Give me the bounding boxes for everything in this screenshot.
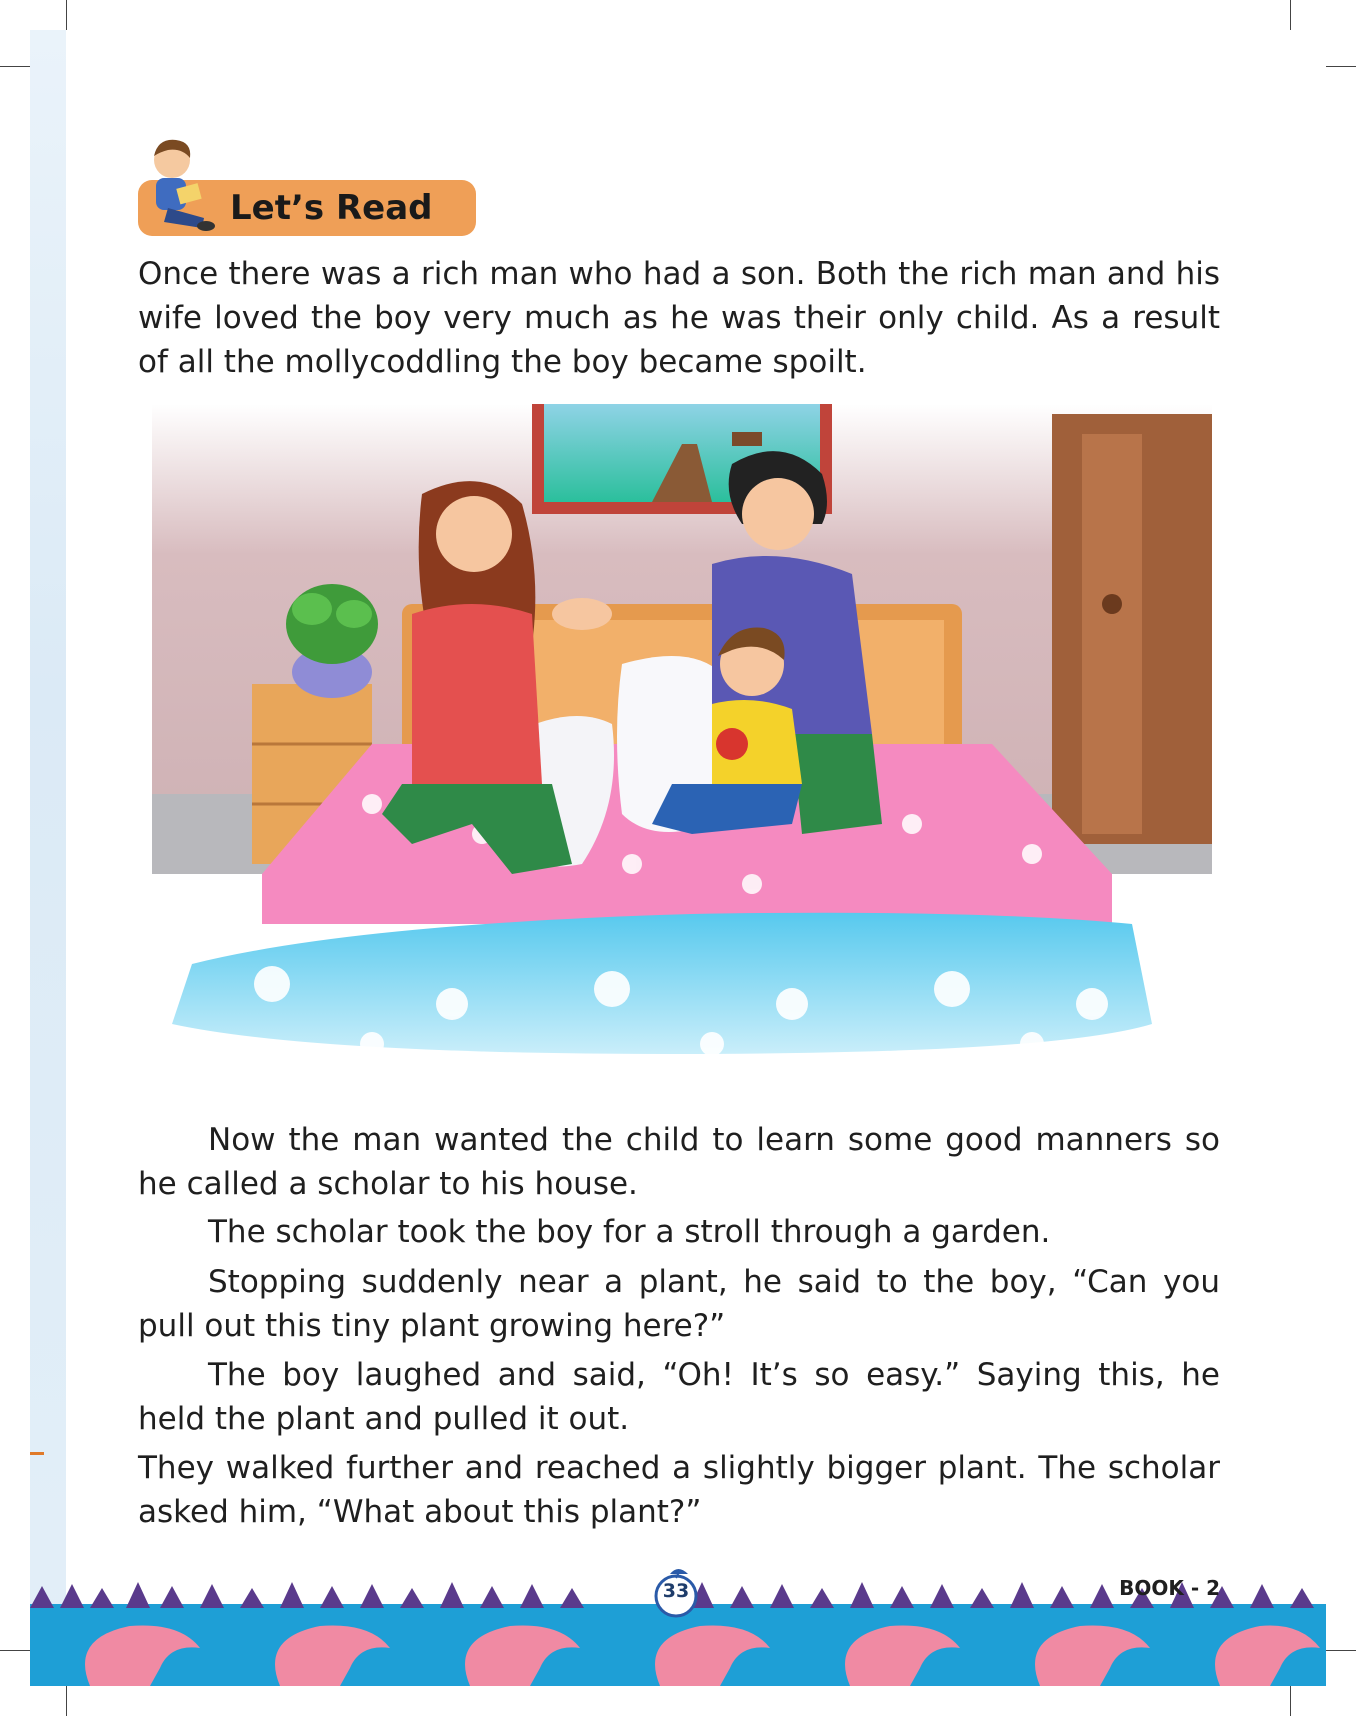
- story-paragraph: Once there was a rich man who had a son. Both the rich man and his wife loved the boy very much as he was their only child. As a result of all the mollycoddling the boy became spoilt.: [138, 256, 1220, 380]
- crop-mark: [1290, 1686, 1291, 1716]
- story-paragraph: Stopping suddenly near a plant, he said to the boy, “Can you pull out this tiny plant growing here?”: [138, 1264, 1220, 1344]
- crop-mark: [1326, 1650, 1356, 1651]
- family-bedroom-illustration: [152, 404, 1212, 1104]
- crop-mark: [1326, 66, 1356, 67]
- reading-boy-icon: [138, 136, 228, 236]
- book-label: BOOK - 2: [1119, 1576, 1220, 1600]
- page-number: 33: [662, 1580, 690, 1602]
- crop-mark: [1290, 0, 1291, 30]
- crop-mark: [0, 66, 30, 67]
- story-paragraph: The boy laughed and said, “Oh! It’s so easy.” Saying this, he held the plant and pulled it out.: [138, 1357, 1220, 1437]
- heading-title: Let’s Read: [230, 188, 433, 228]
- crop-mark: [66, 1686, 67, 1716]
- story-paragraph: The scholar took the boy for a stroll through a garden.: [208, 1214, 1051, 1250]
- story-paragraph: They walked further and reached a slightly bigger plant. The scholar asked him, “What about this plant?”: [138, 1450, 1220, 1530]
- section-heading: [138, 136, 478, 236]
- crop-mark: [66, 0, 67, 30]
- crop-mark: [0, 1650, 30, 1651]
- margin-tick: [30, 1452, 44, 1455]
- left-margin-band: [30, 30, 66, 1686]
- story-paragraph: Now the man wanted the child to learn some good manners so he called a scholar to his house.: [138, 1122, 1220, 1202]
